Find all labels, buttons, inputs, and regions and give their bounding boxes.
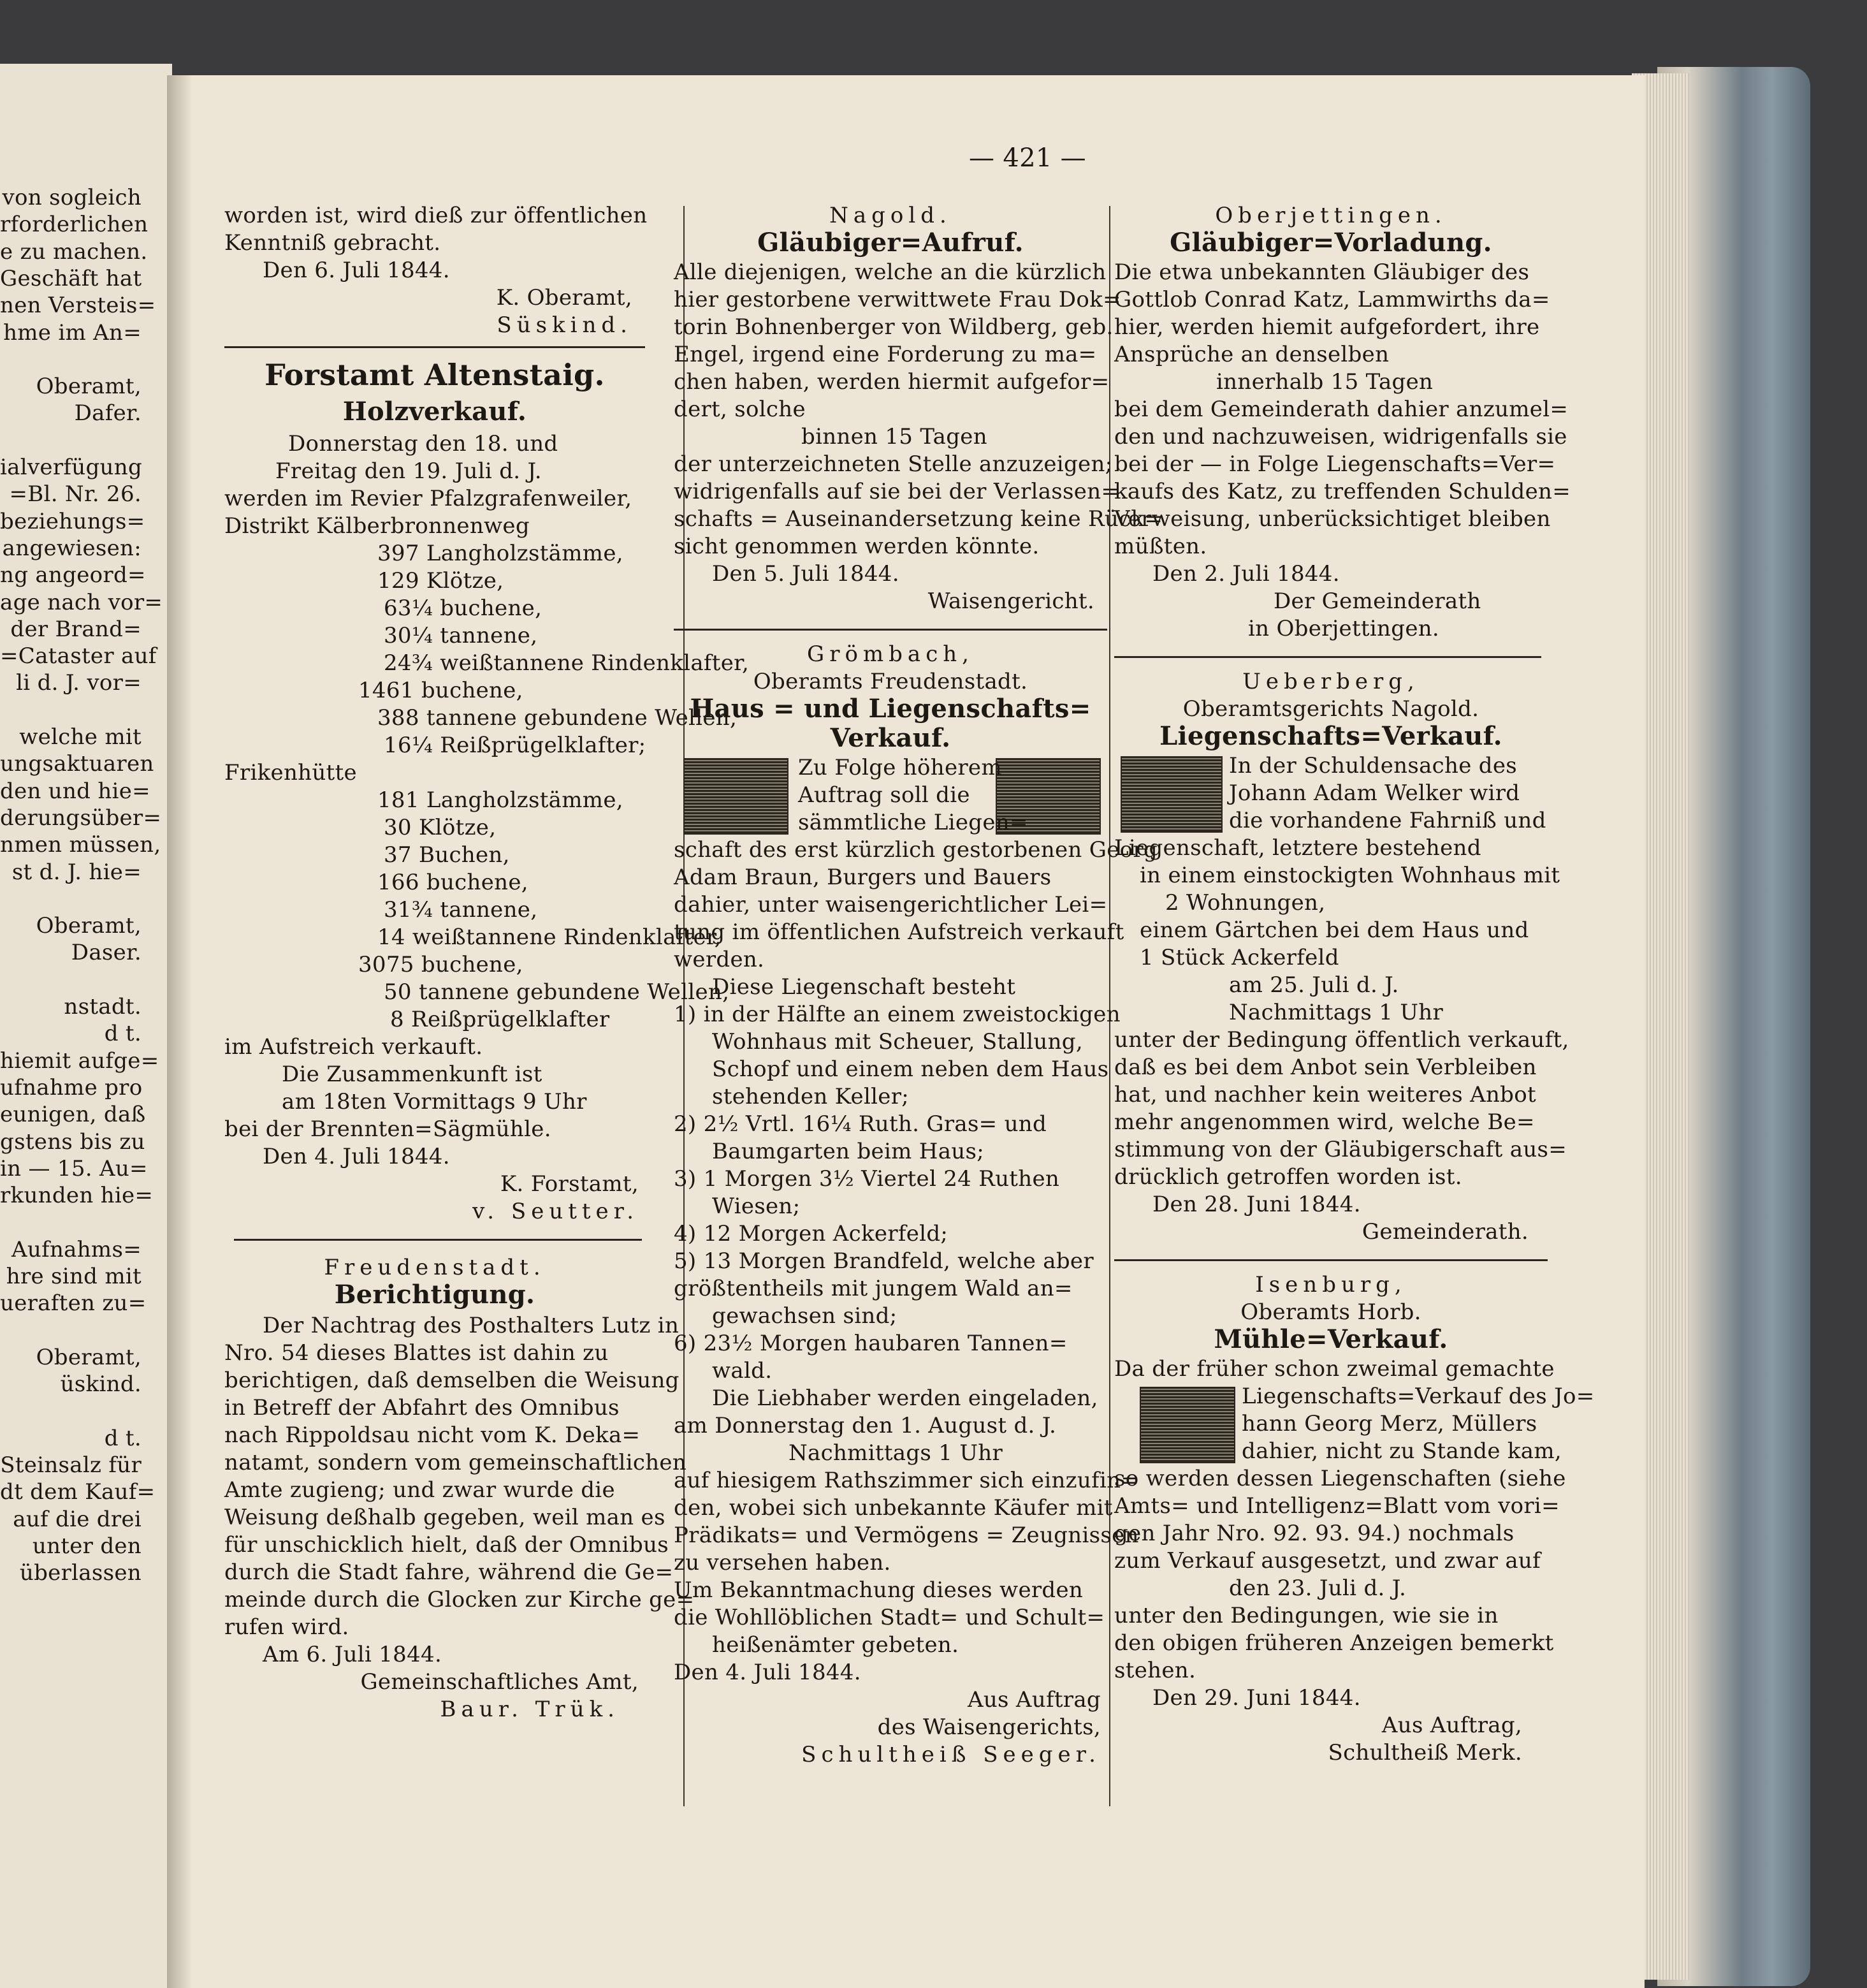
text-line: 50 tannene gebundene Wellen, (384, 979, 730, 1005)
text-line: hier, werden hiemit aufgefordert, ihre (1114, 314, 1540, 340)
text-line: daß es bei dem Anbot sein Verbleiben (1114, 1055, 1537, 1080)
left-page-fragment: =Bl. Nr. 26. (9, 481, 142, 508)
text-line: 2 Wohnungen, (1165, 890, 1326, 916)
text-line: Engel, irgend eine Forderung zu ma= (674, 342, 1097, 367)
left-page-fragment: von sogleich (2, 185, 142, 210)
text-line: Den 4. Juli 1844. (674, 1660, 861, 1685)
text-line: in Betreff der Abfahrt des Omnibus (224, 1395, 620, 1421)
signature: Schultheiß Merk. (1328, 1740, 1522, 1765)
section-rule (224, 346, 645, 348)
text-line: stimmung von der Gläubigerschaft aus= (1114, 1137, 1567, 1162)
text-line: für unschicklich hielt, daß der Omnibus (224, 1532, 669, 1558)
text-line: den und nachzuweisen, widrigenfalls sie (1114, 424, 1567, 449)
text-line: Alle diejenigen, welche an die kürzlich (674, 259, 1107, 285)
text-line: natamt, sondern vom gemeinschaftlichen (224, 1450, 687, 1475)
signature: K. Oberamt, (496, 285, 632, 311)
left-page-fragment: ng angeord= (0, 562, 146, 588)
text-line: 3) 1 Morgen 3½ Viertel 24 Ruthen (674, 1166, 1060, 1192)
section-title: Liegenschafts=Verkauf. (1159, 721, 1502, 751)
left-page-fragment: ueraften zu= (0, 1290, 147, 1317)
text-line: dahier, unter waisengerichtlicher Lei= (674, 892, 1108, 917)
left-page-fragment: hre sind mit (6, 1264, 142, 1289)
text-line: torin Bohnenberger von Wildberg, geb. (674, 314, 1114, 340)
text-line: Liegenschafts=Verkauf des Jo= (1242, 1384, 1595, 1409)
text-line: Um Bekanntmachung dieses werden (674, 1577, 1084, 1603)
section-rule (674, 629, 1107, 631)
text-line: 8 Reißprügelklafter (390, 1007, 610, 1032)
signature: Gemeinschaftliches Amt, (360, 1669, 639, 1695)
text-line: wald. (712, 1358, 773, 1384)
left-page-fragment: d t. (104, 1425, 142, 1451)
text-line: gewachsen sind; (712, 1303, 897, 1329)
place-heading: Nagold. (829, 203, 952, 228)
text-line: Freitag den 19. Juli d. J. (275, 458, 542, 484)
text-line: 1461 buchene, (358, 678, 523, 703)
left-page-fragment: st d. J. hie= (11, 859, 142, 885)
section-title: Berichtigung. (334, 1280, 535, 1310)
signature: v. Seutter. (472, 1199, 639, 1224)
text-line: am Donnerstag den 1. August d. J. (674, 1413, 1057, 1438)
section-subtitle: Holzverkauf. (342, 397, 527, 427)
text-line: 14 weißtannene Rindenklafter, (377, 925, 722, 950)
text-line: schaft des erst kürzlich gestorbenen Georg (674, 837, 1158, 863)
left-page-fragment: rkunden hie= (0, 1183, 154, 1209)
text-line: im Aufstreich verkauft. (224, 1034, 483, 1060)
text-line: der unterzeichneten Stelle anzuzeigen; (674, 451, 1113, 477)
text-line: rufen wird. (224, 1614, 349, 1640)
left-page-fragment: ufnahme pro (0, 1074, 143, 1100)
text-line: dert, solche (674, 397, 806, 422)
left-page-fragment: Geschäft hat (0, 265, 142, 291)
text-line: Baumgarten beim Haus; (712, 1139, 984, 1164)
text-line: Oberamts Horb. (1240, 1299, 1421, 1325)
signature: Aus Auftrag, (1381, 1713, 1522, 1738)
text-line: den, wobei sich unbekannte Käufer mit (674, 1495, 1113, 1521)
text-line: Ansprüche an denselben (1114, 342, 1390, 367)
text-line: Adam Braun, Burgers und Bauers (674, 865, 1052, 890)
text-line: Oberamts Freudenstadt. (753, 669, 1028, 694)
text-line: am 25. Juli d. J. (1229, 972, 1399, 998)
left-page-fragment: hme im An= (3, 319, 142, 346)
text-line: Liegenschaft, letztere bestehend (1114, 835, 1481, 861)
left-page-fragment: üskind. (60, 1371, 142, 1398)
text-line: mehr angenommen wird, welche Be= (1114, 1109, 1535, 1135)
left-page-fragment: =Cataster auf (0, 643, 157, 669)
left-page-fragment: Steinsalz für (0, 1452, 142, 1479)
section-rule (234, 1239, 642, 1241)
signature: Aus Auftrag (968, 1687, 1101, 1713)
text-line: chen haben, werden hiermit aufgefor= (674, 369, 1110, 395)
text-line: 16¼ Reißprügelklafter; (384, 733, 646, 758)
text-line: Oberamtsgerichts Nagold. (1182, 696, 1479, 722)
text-line: drücklich getroffen worden ist. (1114, 1164, 1462, 1190)
signature: Der Gemeinderath (1274, 588, 1481, 614)
left-page-fragment: eunigen, daß (0, 1102, 146, 1128)
text-line: bei der Brennten=Sägmühle. (224, 1116, 551, 1142)
text-line: heißenämter gebeten. (712, 1632, 959, 1658)
text-line: 30 Klötze, (384, 815, 497, 840)
left-page-fragment: Oberamt, (36, 1344, 142, 1370)
text-line: zum Verkauf ausgesetzt, und zwar auf (1114, 1548, 1541, 1574)
text-line: unter der Bedingung öffentlich verkauft, (1114, 1027, 1569, 1053)
text-line: in einem einstockigten Wohnhaus mit (1140, 863, 1560, 888)
left-page-fragment: derungsüber= (0, 805, 162, 831)
text-line: Da der früher schon zweimal gemachte (1114, 1356, 1555, 1382)
text-line: so werden dessen Liegenschaften (siehe (1114, 1466, 1566, 1491)
signature: des Waisengerichts, (877, 1714, 1101, 1740)
text-line: 166 buchene, (377, 870, 528, 895)
left-page-fragment: Dafer. (74, 400, 142, 427)
text-line: Donnerstag den 18. und (288, 431, 558, 457)
text-line: Den 6. Juli 1844. (263, 258, 450, 283)
text-line: durch die Stadt fahre, während die Ge= (224, 1560, 674, 1585)
text-line: Distrikt Kälberbronnenweg (224, 513, 530, 539)
text-line: Nachmittags 1 Uhr (1229, 1000, 1444, 1025)
text-line: bei dem Gemeinderath dahier anzumel= (1114, 397, 1569, 422)
text-line: kaufs des Katz, zu treffenden Schulden= (1114, 479, 1571, 504)
text-line: am 18ten Vormittags 9 Uhr (282, 1089, 587, 1115)
text-line: nach Rippoldsau nicht vom K. Deka= (224, 1422, 641, 1448)
signature: K. Forstamt, (500, 1171, 639, 1197)
house-woodcut (1121, 756, 1223, 833)
text-line: dahier, nicht zu Stande kam, (1242, 1438, 1562, 1464)
text-line: einem Gärtchen bei dem Haus und (1140, 917, 1529, 943)
house-woodcut-left (683, 758, 788, 835)
text-line: Die etwa unbekannten Gläubiger des (1114, 259, 1530, 285)
text-line: 4) 12 Morgen Ackerfeld; (674, 1221, 948, 1246)
text-line: 3075 buchene, (358, 952, 523, 977)
signature: Süskind. (497, 312, 632, 338)
text-line: widrigenfalls auf sie bei der Verlassen= (674, 479, 1120, 504)
text-line: tung im öffentlichen Aufstreich verkauft (674, 919, 1124, 945)
text-line: Am 6. Juli 1844. (263, 1642, 442, 1667)
left-page-fragment: age nach vor= (0, 589, 163, 615)
text-line: die vorhandene Fahrniß und (1229, 808, 1546, 833)
text-line: Wiesen; (712, 1194, 801, 1219)
mill-woodcut (1140, 1387, 1235, 1463)
gutter-shadow (167, 75, 193, 1988)
text-line: den obigen früheren Anzeigen bemerkt (1114, 1630, 1554, 1656)
left-page-fragment: Oberamt, (36, 913, 142, 939)
text-line: Zu Folge höherem (798, 755, 1002, 780)
section-rule (1114, 1259, 1548, 1261)
text-line: 63¼ buchene, (384, 596, 542, 621)
text-line: Verweisung, unberücksichtiget bleiben (1114, 506, 1551, 532)
text-line: Die Liebhaber werden eingeladen, (712, 1385, 1098, 1411)
left-page-fragment: der Brand= (10, 616, 142, 642)
left-page-fragment: rforderlichen (0, 212, 149, 238)
text-line: sämmtliche Liegen= (798, 810, 1028, 835)
text-line: Diese Liegenschaft besteht (712, 974, 1016, 1000)
text-line: innerhalb 15 Tagen (1216, 369, 1434, 395)
text-line: Den 28. Juni 1844. (1152, 1192, 1361, 1217)
text-line: 181 Langholzstämme, (377, 787, 623, 813)
section-title: Haus = und Liegenschafts= (690, 694, 1091, 724)
left-page-fragment: ungsaktuaren (0, 751, 154, 777)
text-line: binnen 15 Tagen (801, 424, 987, 449)
text-line: Nachmittags 1 Uhr (788, 1440, 1003, 1466)
text-line: Johann Adam Welker wird (1229, 780, 1520, 806)
place-heading: Grömbach, (807, 641, 974, 667)
text-line: 1 Stück Ackerfeld (1140, 945, 1339, 970)
section-title: Forstamt Altenstaig. (265, 358, 605, 392)
text-line: 397 Langholzstämme, (377, 541, 623, 566)
place-heading: Freudenstadt. (324, 1255, 546, 1280)
left-page-fragment: li d. J. vor= (16, 670, 142, 696)
text-line: die Wohllöblichen Stadt= und Schult= (674, 1605, 1105, 1630)
text-line: stehenden Keller; (712, 1084, 910, 1109)
left-page-fragment: d t. (104, 1021, 142, 1047)
text-line: 2) 2½ Vrtl. 16¼ Ruth. Gras= und (674, 1111, 1047, 1137)
text-line: Weisung deßhalb gegeben, weil man es (224, 1505, 665, 1530)
text-line: 37 Buchen, (384, 842, 510, 868)
left-page-fragment: überlassen (19, 1560, 142, 1586)
signature: Waisengericht. (927, 588, 1094, 614)
text-line: Schopf und einem neben dem Haus (712, 1056, 1109, 1082)
left-page-fragment: Oberamt, (36, 374, 142, 400)
text-line: worden ist, wird dieß zur öffentlichen (224, 203, 648, 228)
text-line: Kenntniß gebracht. (224, 230, 441, 256)
right-page (167, 75, 1645, 1988)
text-line: meinde durch die Glocken zur Kirche ge= (224, 1587, 695, 1612)
signature: Baur. Trük. (440, 1697, 620, 1722)
left-page-fragment: beziehungs= (0, 508, 145, 534)
text-line: Prädikats= und Vermögens = Zeugnissen (674, 1523, 1139, 1548)
signature: Gemeinderath. (1362, 1219, 1529, 1245)
text-line: auf hiesigem Rathszimmer sich einzufin= (674, 1468, 1140, 1493)
text-line: Den 5. Juli 1844. (712, 561, 899, 587)
text-line: Den 4. Juli 1844. (263, 1144, 450, 1169)
left-page-fragment: in — 15. Au= (0, 1155, 148, 1181)
text-line: werden. (674, 947, 765, 972)
left-page-fragment: den und hie= (0, 778, 150, 804)
text-line: stehen. (1114, 1658, 1196, 1683)
left-page-fragment: welche mit (19, 724, 142, 750)
text-line: unter den Bedingungen, wie sie in (1114, 1603, 1499, 1628)
text-line: müßten. (1114, 534, 1207, 559)
text-line: Amte zugieng; und zwar wurde die (224, 1477, 615, 1503)
left-page-fragment: angewiesen: (2, 535, 142, 561)
left-page-fragment: gstens bis zu (0, 1129, 145, 1155)
text-line: Wohnhaus mit Scheuer, Stallung, (712, 1029, 1083, 1055)
text-line: 388 tannene gebundene Wellen, (377, 705, 737, 731)
signature: Schultheiß Seeger. (801, 1742, 1101, 1767)
left-page-fragment: ialverfügung (0, 455, 143, 480)
text-line: 1) in der Hälfte an einem zweistockigen (674, 1002, 1121, 1027)
left-page-fragment: Daser. (71, 940, 142, 966)
text-line: sicht genommen werden könnte. (674, 534, 1040, 559)
place-heading: Oberjettingen. (1215, 203, 1447, 228)
text-line: größtentheils mit jungem Wald an= (674, 1276, 1073, 1301)
left-page-fragment: dt dem Kauf= (0, 1479, 156, 1505)
left-page-fragment: e zu machen. (0, 238, 148, 265)
text-line: 5) 13 Morgen Brandfeld, welche aber (674, 1248, 1094, 1274)
signature: in Oberjettingen. (1248, 616, 1440, 641)
section-title: Gläubiger=Vorladung. (1170, 228, 1492, 258)
text-line: Gottlob Conrad Katz, Lammwirths da= (1114, 287, 1550, 312)
text-line: Den 2. Juli 1844. (1152, 561, 1340, 587)
text-line: zu versehen haben. (674, 1550, 891, 1575)
text-line: Amts= und Intelligenz=Blatt vom vori= (1114, 1493, 1560, 1519)
text-line: Nro. 54 dieses Blattes ist dahin zu (224, 1340, 609, 1366)
page-number: — 421 — (969, 143, 1086, 173)
text-line: hat, und nachher kein weiteres Anbot (1114, 1082, 1536, 1107)
section-title: Verkauf. (830, 723, 951, 753)
text-line: 6) 23½ Morgen haubaren Tannen= (674, 1331, 1068, 1356)
text-line: hann Georg Merz, Müllers (1242, 1411, 1537, 1436)
text-line: Frikenhütte (224, 760, 357, 786)
text-line: Die Zusammenkunft ist (282, 1062, 542, 1087)
left-page-fragment: nmen müssen, (0, 832, 161, 858)
left-page-fragment: nstadt. (64, 994, 142, 1020)
left-page (0, 64, 172, 1988)
section-rule (1114, 656, 1541, 658)
text-line: den 23. Juli d. J. (1229, 1575, 1407, 1601)
text-line: 24¾ weißtannene Rindenklafter, (384, 650, 750, 676)
text-line: 31¾ tannene, (384, 897, 538, 923)
text-line: Der Nachtrag des Posthalters Lutz in (263, 1313, 679, 1338)
text-line: bei der — in Folge Liegenschafts=Ver= (1114, 451, 1556, 477)
text-line: Den 29. Juni 1844. (1152, 1685, 1361, 1711)
left-page-fragment: hiemit aufge= (0, 1048, 159, 1074)
text-line: berichtigen, daß demselben die Weisung (224, 1368, 679, 1393)
text-line: werden im Revier Pfalzgrafenweiler, (224, 486, 632, 511)
text-line: gen Jahr Nro. 92. 93. 94.) nochmals (1114, 1521, 1515, 1546)
place-heading: Ueberberg, (1242, 669, 1420, 694)
text-line: schafts = Auseinandersetzung keine Rück= (674, 506, 1163, 532)
left-page-fragment: nen Versteis= (0, 293, 156, 319)
text-line: Auftrag soll die (798, 782, 970, 808)
text-line: hier gestorbene verwittwete Frau Dok= (674, 287, 1121, 312)
left-page-fragment: auf die drei (13, 1506, 142, 1532)
left-page-fragment: Aufnahms= (11, 1236, 142, 1262)
section-title: Mühle=Verkauf. (1214, 1324, 1448, 1354)
text-line: 30¼ tannene, (384, 623, 538, 648)
place-heading: Isenburg, (1255, 1272, 1407, 1297)
left-page-fragment: unter den (32, 1533, 142, 1559)
text-line: In der Schuldensache des (1229, 753, 1517, 778)
text-line: 129 Klötze, (377, 568, 504, 594)
section-title: Gläubiger=Aufruf. (757, 228, 1024, 258)
